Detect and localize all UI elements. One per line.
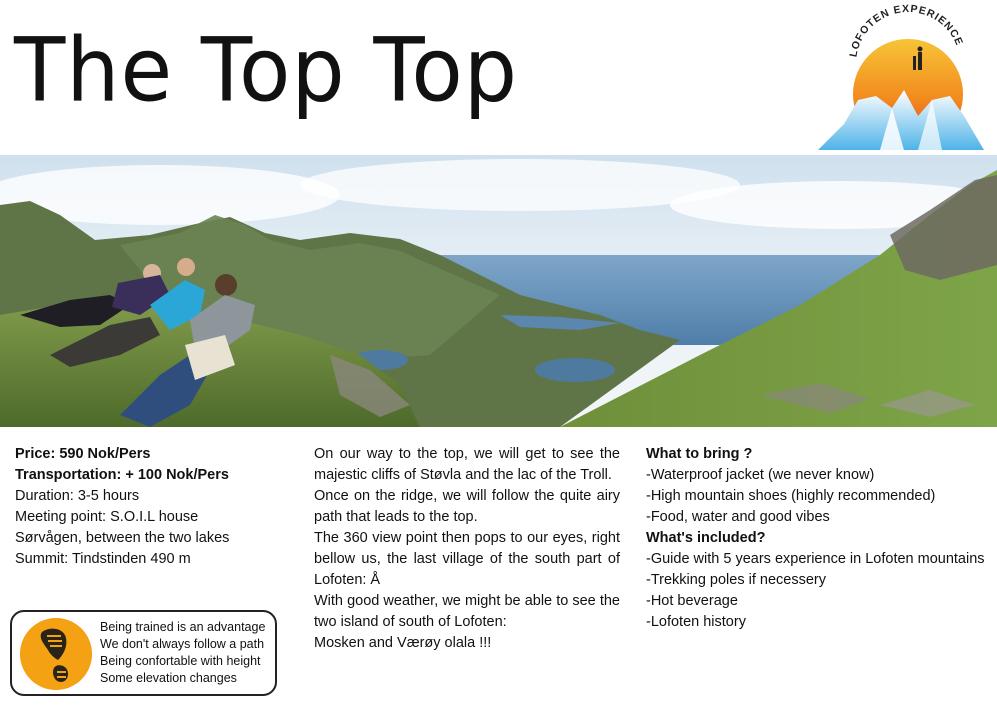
packing-info <box>646 444 996 633</box>
trip-description <box>314 444 620 654</box>
meeting-location-text: Sørvågen, between the two lakes <box>15 530 230 546</box>
included-item: -Hot beverage <box>646 593 738 609</box>
summit-text: Summit: Tindstinden 490 m <box>15 551 191 567</box>
page-title: The Top Top <box>14 18 519 122</box>
difficulty-box <box>10 610 277 696</box>
description-paragraph: With good weather, we might be able to see the two island of south of Lofoten: <box>314 593 620 630</box>
included-item: -Trekking poles if necessery <box>646 572 826 588</box>
description-paragraph: The 360 view point then pops to our eyes, right bellow us, the last village of the south part of Lofoten: Å <box>314 530 620 588</box>
included-item: -Guide with 5 years experience in Lofoten mountains <box>646 551 985 567</box>
boot-print-icon <box>20 618 92 690</box>
description-paragraph: Mosken and Værøy olala !!! <box>314 635 492 651</box>
included-item: -Lofoten history <box>646 614 746 630</box>
bring-item: -Food, water and good vibes <box>646 509 830 525</box>
price-text: Price: 590 Nok/Pers <box>15 446 151 462</box>
difficulty-line: Some elevation changes <box>100 671 237 685</box>
bring-heading: What to bring ? <box>646 446 753 462</box>
duration-text: Duration: 3-5 hours <box>15 488 140 504</box>
bring-item: -Waterproof jacket (we never know) <box>646 467 875 483</box>
transportation-text: Transportation: + 100 Nok/Pers <box>15 467 229 483</box>
description-paragraph: On our way to the top, we will get to see the majestic cliffs of Støvla and the lac of the Troll. <box>314 446 620 483</box>
trip-details <box>15 444 285 570</box>
meeting-point-text: Meeting point: S.O.I.L house <box>15 509 199 525</box>
bring-item: -High mountain shoes (highly recommended) <box>646 488 936 504</box>
difficulty-line: Being trained is an advantage <box>100 620 266 634</box>
difficulty-line: We don't always follow a path <box>100 637 265 651</box>
description-paragraph: Once on the ridge, we will follow the quite airy path that leads to the top. <box>314 488 620 525</box>
difficulty-line: Being confortable with height <box>100 654 261 668</box>
logo-text: LOFOTEN EXPERIENCE <box>847 4 966 59</box>
included-heading: What's included? <box>646 530 766 546</box>
lofoten-experience-logo <box>818 4 990 154</box>
mountain-panorama-photo <box>0 155 997 427</box>
